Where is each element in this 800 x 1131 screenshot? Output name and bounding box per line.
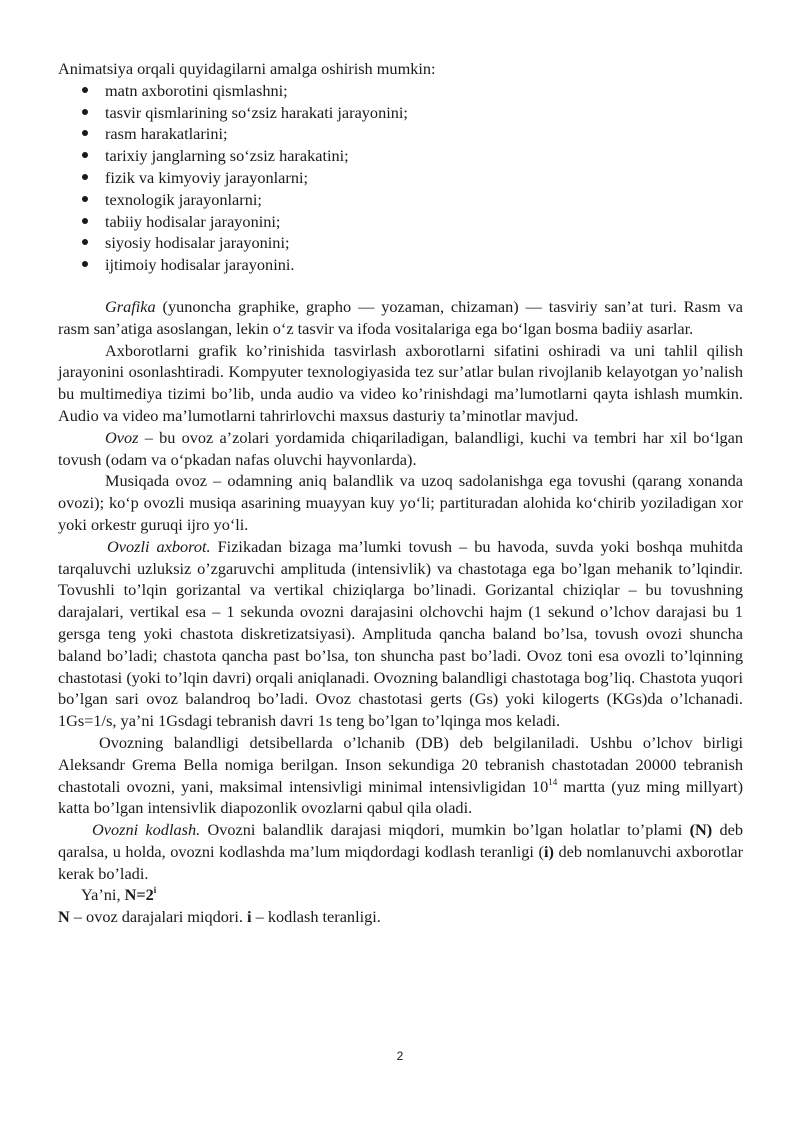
paragraph-text: deb nomlanuvchi axborotlar kerak bo’ladi.: [58, 841, 743, 883]
spacer: [58, 276, 743, 296]
document-page: [58, 58, 743, 928]
formula-line: [58, 884, 743, 906]
paragraph-decibels: [58, 732, 743, 819]
legend-symbol-n: N: [58, 907, 70, 927]
paragraph-text: (yunoncha graphike, grapho — yozaman, chizaman) — tasviriy san’at turi. Rasm va rasm san’atiga asoslangan, lekin o‘z tasvir va ifoda vositalariga ega bo‘lgan bosma badiiy asarlar.: [58, 296, 743, 338]
legend-text: – kodlash teranligi.: [251, 907, 381, 927]
paragraph-musiqa: Musiqada ovoz – odamning aniq balandlik va uzoq sadolanishga ega tovushi (qarang xonanda ovozi); ko‘p ovozli musiqa asarining muayyan kuy yo‘li; partituradan alohida ko‘chirib yoziladigan xor yoki orkestr guruqi ijro yo‘li.: [58, 471, 743, 534]
exponent: 14: [548, 776, 558, 787]
paragraph-text: martta (yuz ming millyart) katta bo’lgan intensivlik diapozonlik ovozlarni qabul qila oladi.: [58, 776, 743, 818]
list-item: rasm harakatlarini;: [58, 123, 743, 145]
page-number: 2: [396, 1049, 404, 1063]
symbol-i: i): [543, 841, 554, 861]
formula-base: N=2: [124, 885, 154, 905]
formula-exponent: i: [153, 885, 157, 896]
paragraph-ovoz: [58, 427, 743, 471]
paragraph-text: deb qaralsa, u holda, ovozni kodlashda ma’lum miqdordagi kodlash teranligi (: [58, 820, 744, 861]
list-item: tabiiy hodisalar jarayonini;: [58, 211, 743, 233]
intro-line: Animatsiya orqali quyidagilarni amalga oshirish mumkin:: [58, 59, 436, 78]
term-ovozli-axborot: Ovozli axborot.: [107, 536, 211, 556]
legend-symbol-i: i: [247, 907, 252, 927]
paragraph-text: Ovozni balandlik darajasi miqdori, mumkin bo’lgan holatlar to’plami: [200, 820, 690, 840]
list-item: texnologik jarayonlarni;: [58, 189, 743, 211]
term-ovoz: Ovoz: [105, 427, 139, 447]
list-item: fizik va kimyoviy jarayonlarni;: [58, 167, 743, 189]
paragraph-grafika: [58, 296, 743, 340]
paragraph-ovozli-axborot: [58, 536, 743, 732]
paragraph-ovozni-kodlash: [58, 819, 743, 884]
list-item: tasvir qismlarining so‘zsiz harakati jarayonini;: [58, 102, 743, 124]
legend-text: – ovoz darajalari miqdori.: [69, 907, 247, 927]
paragraph-text: Ovozning balandligi detsibellarda o’lchanib (DB) deb belgilaniladi. Ushbu o’lchov birligi Aleksandr Grema Bella nomiga berilgan. Inson sekundiga 20 tebranish chastotadan 20000 tebranish chastotali ovozni, yani, maksimal intensivligi minimal intensivligidan 10: [58, 732, 743, 796]
list-item: matn axborotini qismlashni;: [58, 80, 743, 102]
symbol-n: (N): [689, 820, 713, 840]
term-ovozni-kodlash: Ovozni kodlash.: [92, 820, 201, 840]
list-item: siyosiy hodisalar jarayonini;: [58, 232, 743, 254]
formula-prefix: Ya’ni,: [81, 885, 125, 905]
legend-line: [58, 906, 743, 928]
paragraph-graphics-info: Axborotlarni grafik ko’rinishida tasvirlash axborotlarni sifatini oshiradi va uni tahlil qilish jarayonini osonlashtiradi. Kompyuter texnologiyasida tez sur’atlar bulan rivojlanib kelayotgan yo’nalish bu multimediya tizimi bo’lib, unda audio va video ko’rinishdagi ma’lumotlarni qayta ishlash mumkin. Audio va video ma’lumotlarni tahrirlovchi maxsus dasturiy ta’minotlar mavjud.: [58, 340, 743, 425]
term-grafika: Grafika: [105, 296, 156, 316]
animation-list: [58, 80, 743, 276]
paragraph-text: – bu ovoz a’zolari yordamida chiqariladigan, balandligi, kuchi va tembri har xil bo‘lgan tovush (odam va o‘pkadan nafas oluvchi hayvonlarda).: [58, 427, 743, 469]
list-item: tarixiy janglarning so‘zsiz harakatini;: [58, 145, 743, 167]
list-item: ijtimoiy hodisalar jarayonini.: [58, 254, 743, 276]
paragraph-text: Fizikadan bizaga ma’lumki tovush – bu havoda, suvda yoki boshqa muhitda tarqaluvchi uzluksiz o’zgaruvchi amplituda (intensivlik) va chastotaga ega bo’lgan mehanik to’lqindir. Tovushli to’lqin gorizantal va vertikal chiziqlarga bo’linadi. Gorizantal chiziqlar – bu tovushning darajalari, vertikal esa – 1 sekunda ovozni darajasini olchovchi hajm (1 sekund o’lchov darajasi bu 1 gersga teng yoki chastota diskretizatsiyasi). Amplituda qancha baland bo’lsa, tovush ovozi shuncha baland bo’ladi; chastota qancha past bo’lsa, ton shuncha past bo’ladi. Ovoz toni esa ovozli to’lqinning chastotasi (yoki to’lqin davri) orqali aniqlanadi. Ovozning balandligi chastotaga bog’liq. Chastota yuqori bo’lgan sari ovoz balandroq bo’ladi. Ovoz chastotasi gerts (Gs) yoki kilogerts (KGs)da o’lchanadi. 1Gs=1/s, ya’ni 1Gsdagi tebranish davri 1s teng bo’lgan to’lqinga mos keladi.: [58, 536, 743, 731]
